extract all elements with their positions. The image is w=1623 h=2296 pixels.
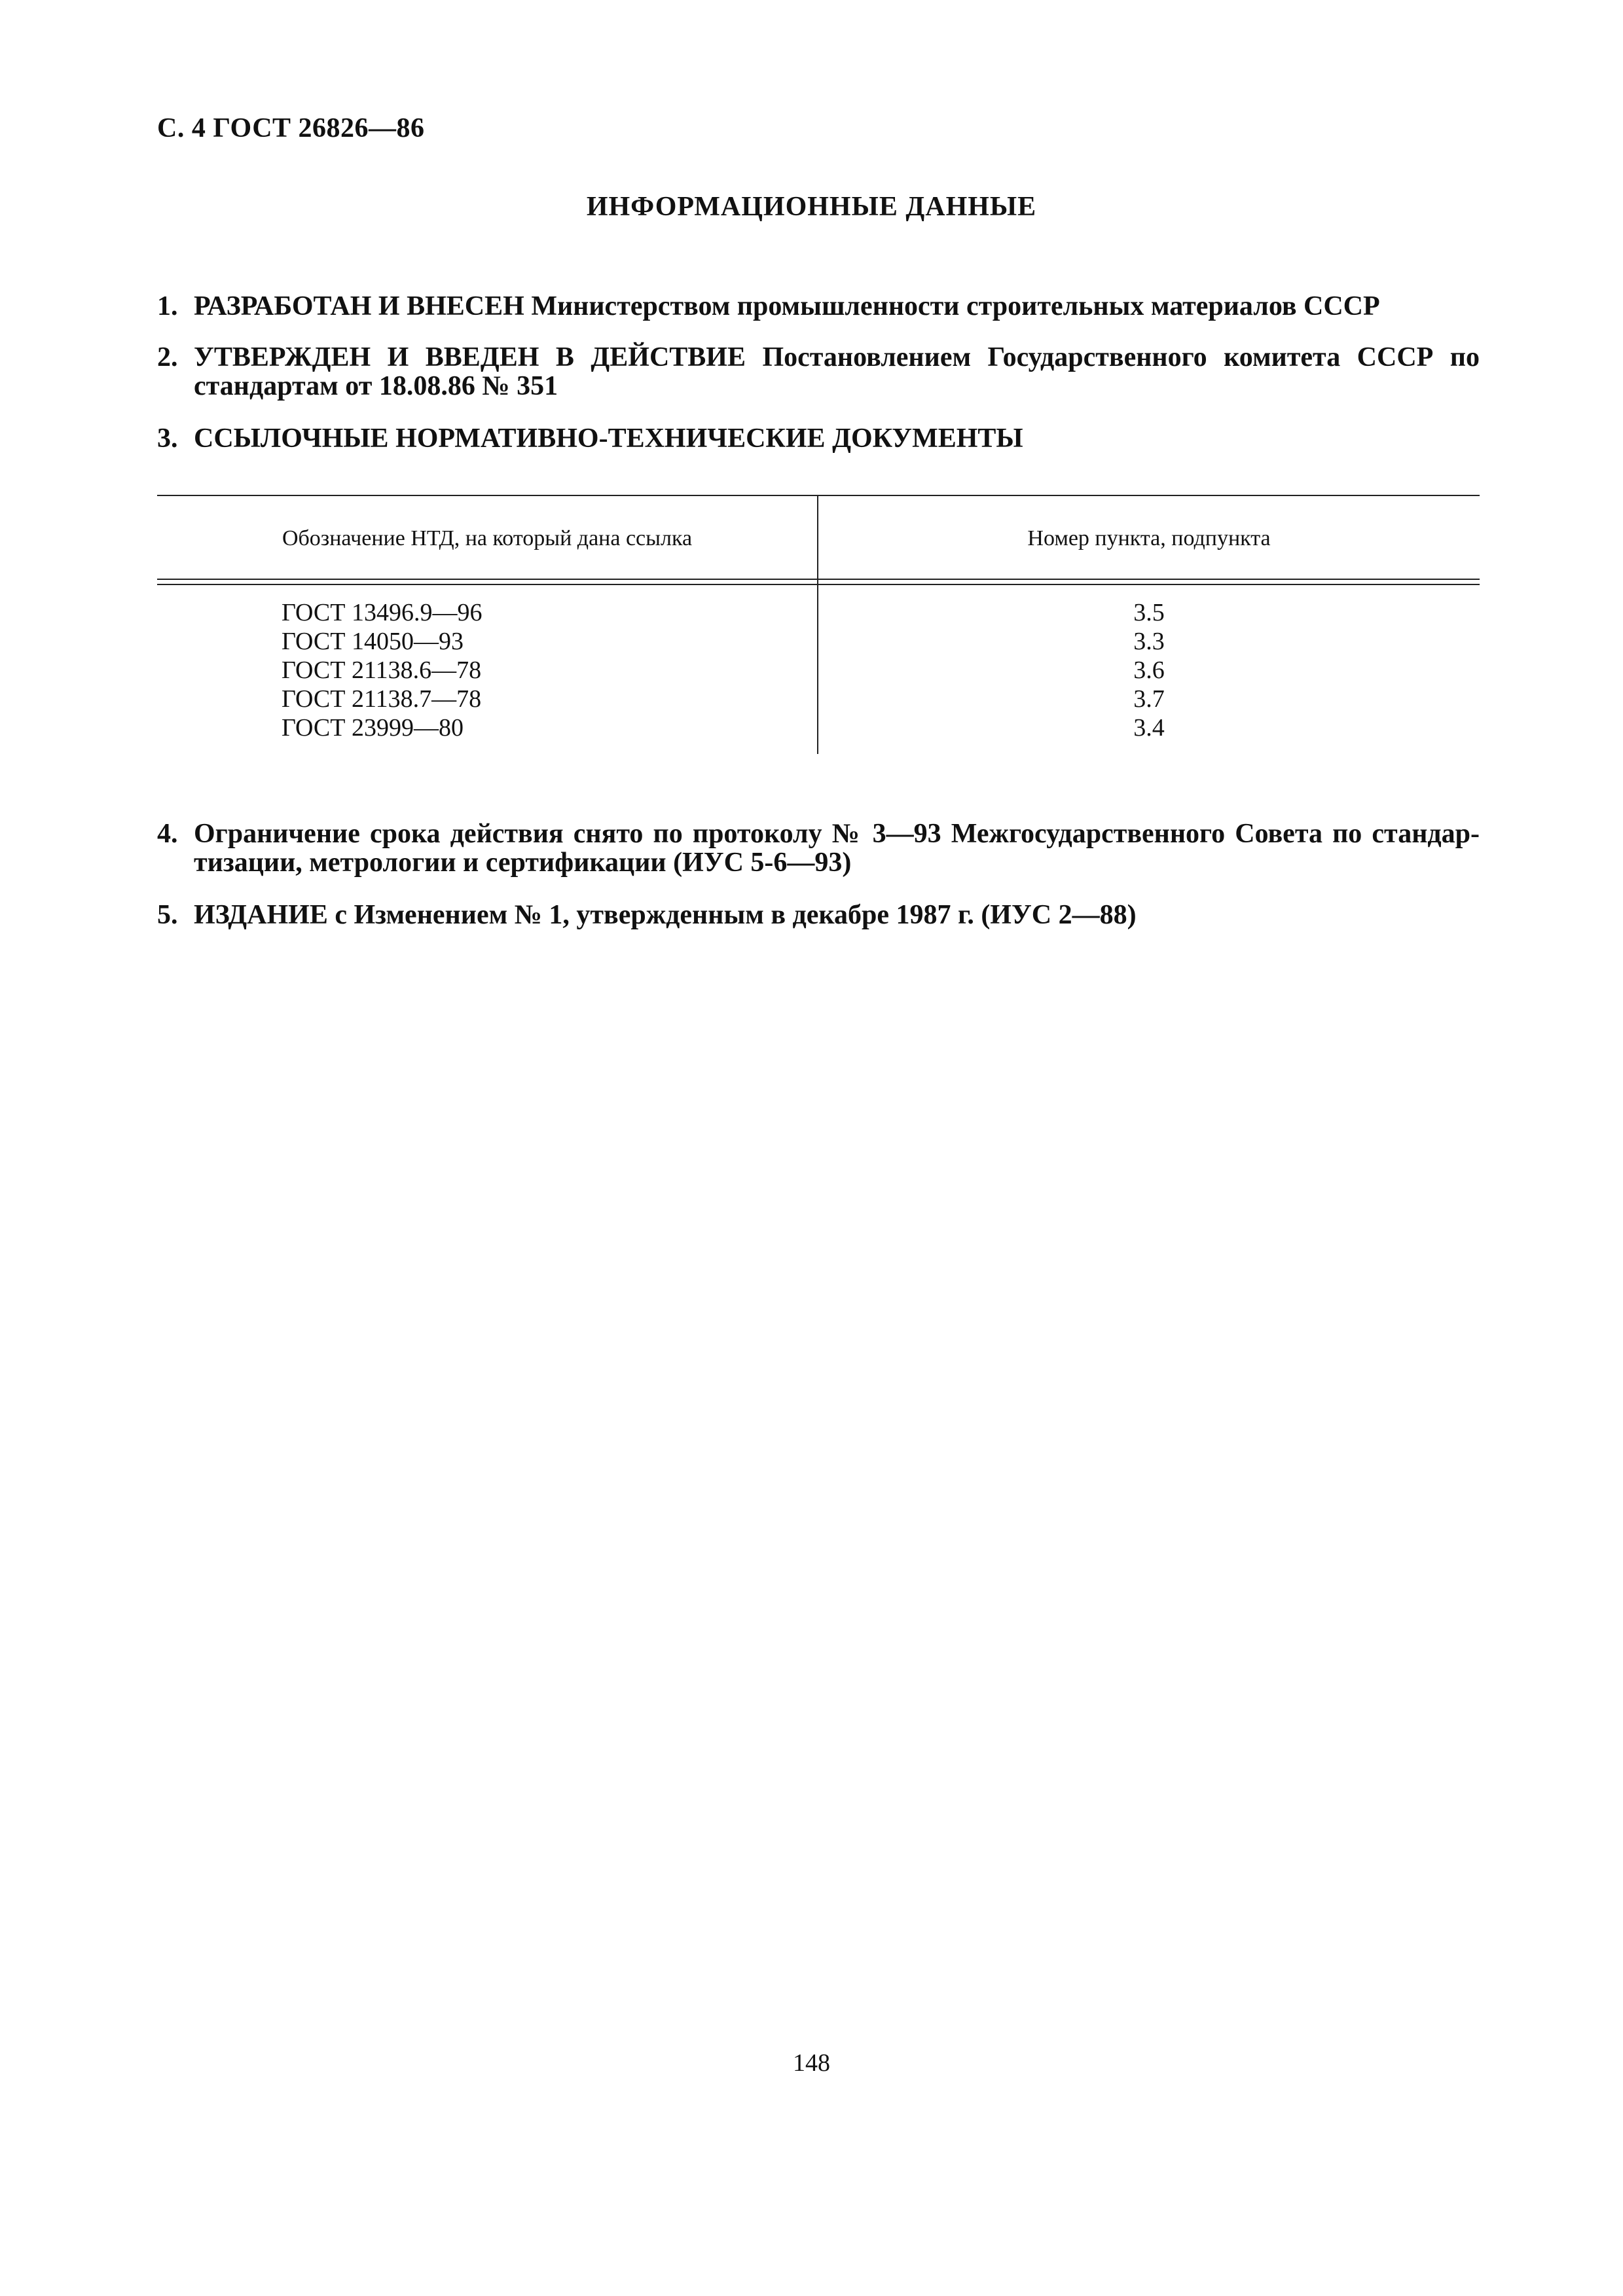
- item-text: [194, 819, 1480, 877]
- column-header-point: Номер пункта, подпункта: [1027, 526, 1271, 550]
- table-cell-point: 3.6: [1133, 656, 1165, 684]
- table-cell-point: 3.3: [1133, 628, 1165, 655]
- table-cell-ntd: ГОСТ 21138.7—78: [282, 685, 482, 713]
- table-cell-point: 3.5: [1133, 599, 1165, 626]
- item-body: Ограничение срока действия снято по протоколу № 3—93 Межгосударственного Совета по стандар-тизации, метрологии и сертификации (ИУС 5-6—93): [194, 819, 1480, 878]
- item-text: [194, 901, 1480, 929]
- item-lead: УТВЕРЖДЕН И ВВЕДЕН В ДЕЙСТВИЕ: [194, 342, 746, 372]
- item-lead: ИЗДАНИЕ: [194, 900, 328, 930]
- reference-table: [157, 495, 1480, 754]
- column-header-ntd: Обозначение НТД, на который дана ссылка: [282, 526, 693, 550]
- table-cell-point: 3.7: [1133, 685, 1165, 713]
- item-lead: РАЗРАБОТАН И ВНЕСЕН: [194, 291, 524, 321]
- item-number: 1.: [157, 291, 178, 321]
- info-item-1: [157, 292, 1480, 321]
- page-number: 148: [793, 2049, 830, 2077]
- table-cell-ntd: ГОСТ 21138.6—78: [282, 656, 482, 684]
- item-body: с Изменением № 1, утвержденным в декабре 1987 г. (ИУС 2—88): [327, 900, 1137, 930]
- item-number: 4.: [157, 819, 178, 849]
- item-body: Постановлением Государственного комитета СССР по стандартам от 18.08.86 № 351: [194, 342, 1480, 401]
- item-body: Министерством промышленности строительных материалов СССР: [524, 291, 1380, 321]
- column-ntd-values: [282, 598, 483, 742]
- info-item-4: [157, 819, 1480, 877]
- item-number: 2.: [157, 342, 178, 372]
- item-number: 3.: [157, 423, 178, 454]
- table-cell-ntd: ГОСТ 13496.9—96: [282, 599, 483, 626]
- table-cell-ntd: ГОСТ 23999—80: [282, 714, 464, 742]
- column-point-values: [818, 598, 1480, 742]
- item-lead: ССЫЛОЧНЫЕ НОРМАТИВНО-ТЕХНИЧЕСКИЕ ДОКУМЕНТЫ: [194, 423, 1023, 454]
- running-header: С. 4 ГОСТ 26826—86: [157, 113, 425, 143]
- item-number: 5.: [157, 900, 178, 930]
- table-header-rule: [157, 579, 1480, 580]
- info-item-3: [157, 424, 1480, 453]
- table-cell-ntd: ГОСТ 14050—93: [282, 628, 464, 655]
- table-top-rule: [157, 495, 1480, 496]
- info-item-5: [157, 901, 1480, 929]
- document-title: ИНФОРМАЦИОННЫЕ ДАННЫЕ: [586, 192, 1037, 222]
- table-cell-point: 3.4: [1133, 714, 1165, 742]
- item-text: [194, 292, 1480, 321]
- table-header-rule: [157, 584, 1480, 585]
- item-text: [194, 343, 1480, 401]
- item-text: [194, 424, 1480, 453]
- info-item-2: [157, 343, 1480, 401]
